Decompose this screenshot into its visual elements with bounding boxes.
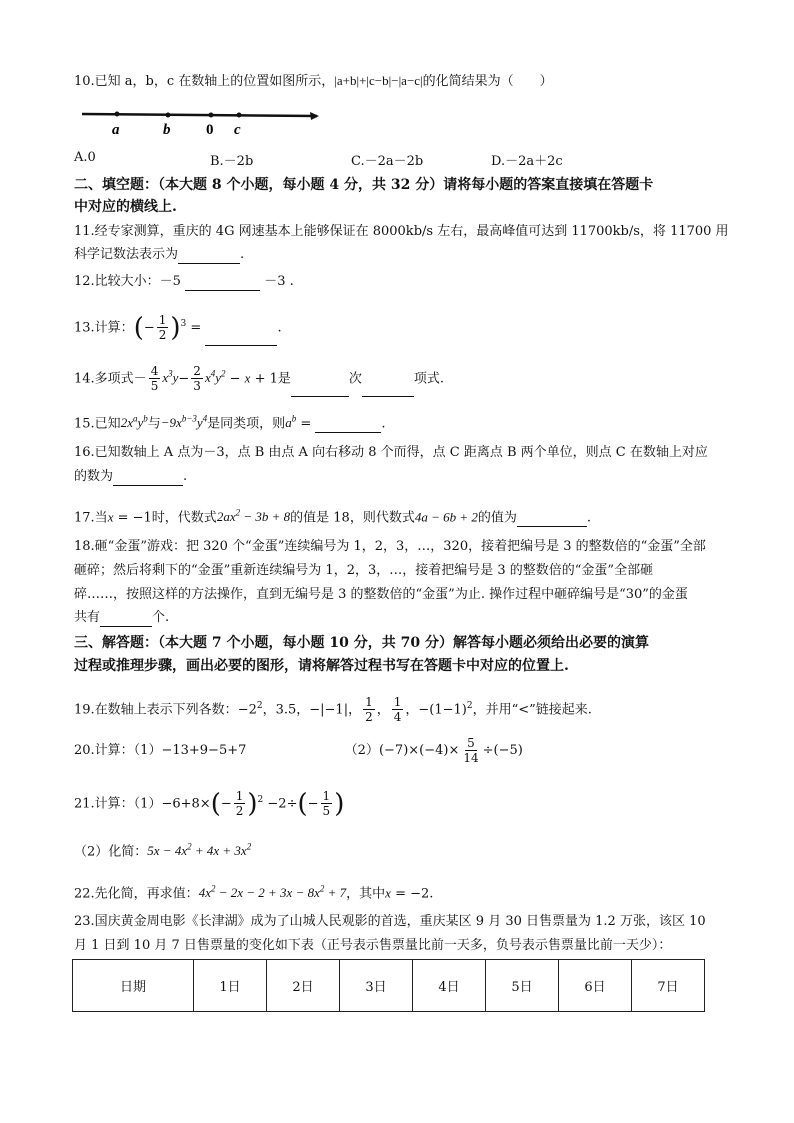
question-21: 21.计算：（1）−6+8×(− $\frac{1}{2}$ )$^2$ −2÷(− $\frac{1}{5}$ ) <box>74 788 345 819</box>
q18-end: 个. <box>152 610 170 625</box>
label-b: b <box>163 122 171 138</box>
q10-tail: 的化简结果为（ ） <box>422 74 553 89</box>
table-header-cell: 2日 <box>267 960 340 1012</box>
fraction-2 <box>191 364 203 393</box>
fraction-half: $\frac{1}{2}$ <box>235 789 244 819</box>
denominator: 5 <box>150 379 159 394</box>
option-c[interactable]: C.－2a－2b <box>351 154 424 169</box>
q13-end: . <box>277 320 282 336</box>
label-c: c <box>234 122 241 138</box>
fraction-1 <box>149 364 161 393</box>
table-row <box>73 960 705 1012</box>
q16-text: 的数为 <box>74 469 114 484</box>
numerator: 1 <box>158 313 167 328</box>
paren-open: ( <box>133 312 144 343</box>
q20-prefix: 20.计算：（1） <box>74 743 162 758</box>
question-11: 11.经专家测算，重庆的 4G 网速基本上能够保证在 8000kb/s 左右，最高峰值可达到 11700kb/s，将 11700 用 <box>74 224 729 239</box>
q14-end: 项式. <box>413 371 445 387</box>
fraction-fifth: $\frac{1}{5}$ <box>322 789 331 819</box>
question-20: 20.计算：（1）−13+9−5+7 （2）(−7)×(−4)× $\frac{5}{14}$ ÷(−5) <box>74 736 523 765</box>
question-23: 23.国庆黄金周电影《长津湖》成为了山城人民观影的首选，重庆某区 9 月 30 日售票量为 1.2 万张，该区 10 <box>74 914 706 929</box>
q22-prefix: 22.先化简，再求值： <box>74 886 199 902</box>
section-3-heading: 三、解答题：（本大题 7 个小题，每小题 10 分，共 70 分）解答每小题必须给出必要的演算 <box>74 635 649 651</box>
q11-end: . <box>240 247 245 262</box>
question-18-l3: 碎……，按照这样的方法操作，直到无编号是 3 的整数倍的“金蛋”为止. 操作过程中砸碎编号是“30”的金蛋 <box>74 587 688 602</box>
q12-suffix: －3 . <box>264 274 294 289</box>
q20-label2: （2） <box>344 743 379 758</box>
q17-mid2: 的值是 18，则代数式 <box>290 510 415 526</box>
q15-mid: 与 <box>147 416 161 432</box>
question-22: 22.先化简，再求值：$4x^2 - 2x - 2 + 3x - 8x^2 + 7$，其中x = −2. <box>74 884 434 902</box>
q12-prefix: 12.比较大小：－5 <box>74 274 181 289</box>
answer-blank[interactable] <box>100 612 152 627</box>
option-b[interactable]: B.－2b <box>210 154 254 169</box>
q18-text: 共有 <box>74 610 101 625</box>
question-17: 17.当x = −1时，代数式$2ax^2 - 3b + 8$的值是 18，则代数式4a − 6b + 2的值为 . <box>74 508 592 526</box>
q17-prefix: 17.当 <box>74 510 108 526</box>
answer-blank[interactable] <box>178 249 240 264</box>
q16-end: . <box>183 469 188 484</box>
section-2-heading: 二、填空题：（本大题 8 个小题，每小题 4 分，共 32 分）请将每小题的答案直接填在答题卡 <box>74 177 654 193</box>
answer-blank[interactable] <box>291 382 349 397</box>
answer-blank[interactable] <box>205 331 277 346</box>
table-header-cell: 日期 <box>73 960 194 1012</box>
numerator: 2 <box>193 364 201 379</box>
q22-mid: ，其中 <box>346 886 386 902</box>
q14-prefix: 14.多项式－ <box>74 371 147 387</box>
q15-mid2: 是同类项，则 <box>207 416 286 432</box>
q15-end: . <box>381 416 386 432</box>
point-c <box>237 113 242 118</box>
table-header-cell: 5日 <box>486 960 559 1012</box>
question-10 <box>74 72 553 91</box>
question-21-part2: （2）化简：$5x - 4x^2 + 4x + 3x^2$ <box>74 842 252 860</box>
point-0 <box>209 113 214 118</box>
denominator: 3 <box>193 379 201 394</box>
q10-options <box>74 150 714 168</box>
label-0: 0 <box>206 122 214 138</box>
q19-prefix: 19.在数轴上表示下列各数： <box>74 702 238 718</box>
q20-expr1: −13+9−5+7 <box>161 743 247 758</box>
question-14: 14.多项式－ $\frac{4}{5}$ $x^3y-$ $\frac{2}{3}$ $x^4y^2 - x + 1$是 次 项式. <box>74 356 444 397</box>
q21-prefix: 21.计算：（1） <box>74 796 162 812</box>
fraction-half: $\frac{1}{2}$ <box>365 695 373 725</box>
q10-expression: |a+b|+|c−b|−|a−c| <box>334 73 423 88</box>
question-15: 15.已知$2x^ay^b$与$-9x^{b-3}y^4$是同类项，则$a^b$ = . <box>74 414 386 432</box>
denominator: 2 <box>158 328 167 343</box>
table-header-cell: 1日 <box>194 960 267 1012</box>
answer-blank[interactable] <box>362 382 414 397</box>
q14-mid1: 是 <box>277 371 291 387</box>
point-a <box>115 112 120 117</box>
fraction-5-14: $\frac{5}{14}$ <box>463 736 479 765</box>
q21-label2: （2）化简： <box>74 844 148 860</box>
ticket-sales-table <box>72 959 705 1012</box>
answer-blank[interactable] <box>113 471 183 486</box>
q10-text: 10.已知 a，b，c 在数轴上的位置如图所示， <box>74 74 335 89</box>
question-11-cont <box>74 246 244 264</box>
q11-text: 科学记数法表示为 <box>74 247 179 262</box>
option-a[interactable]: A.0 <box>74 150 96 165</box>
section-2-heading-cont: 中对应的横线上. <box>74 199 177 215</box>
exponent: 3 <box>180 319 187 329</box>
option-d[interactable]: D.－2a＋2c <box>491 154 563 169</box>
question-23-cont: 月 1 日到 10 月 7 日售票量的变化如下表（正号表示售票量比前一天多，负号表示售票量比前一天少）： <box>74 938 672 953</box>
point-b <box>166 113 171 118</box>
table-header-cell: 7日 <box>632 960 705 1012</box>
q14-mid2: 次 <box>348 371 362 387</box>
label-a: a <box>112 122 120 138</box>
q15-prefix: 15.已知 <box>74 416 121 432</box>
question-18-l4 <box>74 609 169 627</box>
numerator: 4 <box>150 364 159 379</box>
q17-end: . <box>586 510 592 526</box>
answer-blank[interactable] <box>315 418 381 433</box>
table-header-cell: 4日 <box>413 960 486 1012</box>
paren-close: ) <box>170 312 181 343</box>
table-header-cell: 3日 <box>340 960 413 1012</box>
q13-prefix: 13.计算： <box>74 320 134 336</box>
fraction <box>157 313 169 342</box>
question-19: 19.在数轴上表示下列各数：$-2^2$，3.5，−|−1|， $\frac{1}{2}$ ， $\frac{1}{4}$ ，$-(1-1)^2$，并用“<”链接起来. <box>74 695 592 725</box>
question-18: 18.砸“金蛋”游戏：把 320 个“金蛋”连续编号为 1，2，3，…，320，接着把编号是 3 的整数倍的“金蛋”全部 <box>74 539 706 554</box>
answer-blank[interactable] <box>517 512 587 527</box>
question-18-l2: 砸碎；然后将剩下的“金蛋”重新连续编号为 1，2，3，…，接着把编号是 3 的整数倍的“金蛋”全部砸 <box>74 563 654 578</box>
question-16: 16.已知数轴上 A 点为－3，点 B 由点 A 向右移动 8 个而得，点 C 距离点 B 两个单位，则点 C 在数轴上对应 <box>74 445 708 460</box>
question-12 <box>74 273 294 291</box>
question-13: 13.计算：(− $\frac{1}{2}$ )$^3$ = . <box>74 306 282 346</box>
question-16-cont <box>74 468 187 486</box>
answer-blank[interactable] <box>185 276 260 291</box>
section-3-heading-cont: 过程或推理步骤，画出必要的图形，请将解答过程书写在答题卡中对应的位置上. <box>74 658 569 674</box>
q19-end: ，并用“<”链接起来. <box>472 702 592 718</box>
q17-mid3: 的值为 <box>477 510 517 526</box>
q17-mid: 时，代数式 <box>151 510 217 526</box>
table-header-cell: 6日 <box>559 960 632 1012</box>
arrow-right-icon <box>310 112 319 120</box>
fraction-quarter: $\frac{1}{4}$ <box>393 695 402 725</box>
number-line-figure <box>82 104 327 144</box>
